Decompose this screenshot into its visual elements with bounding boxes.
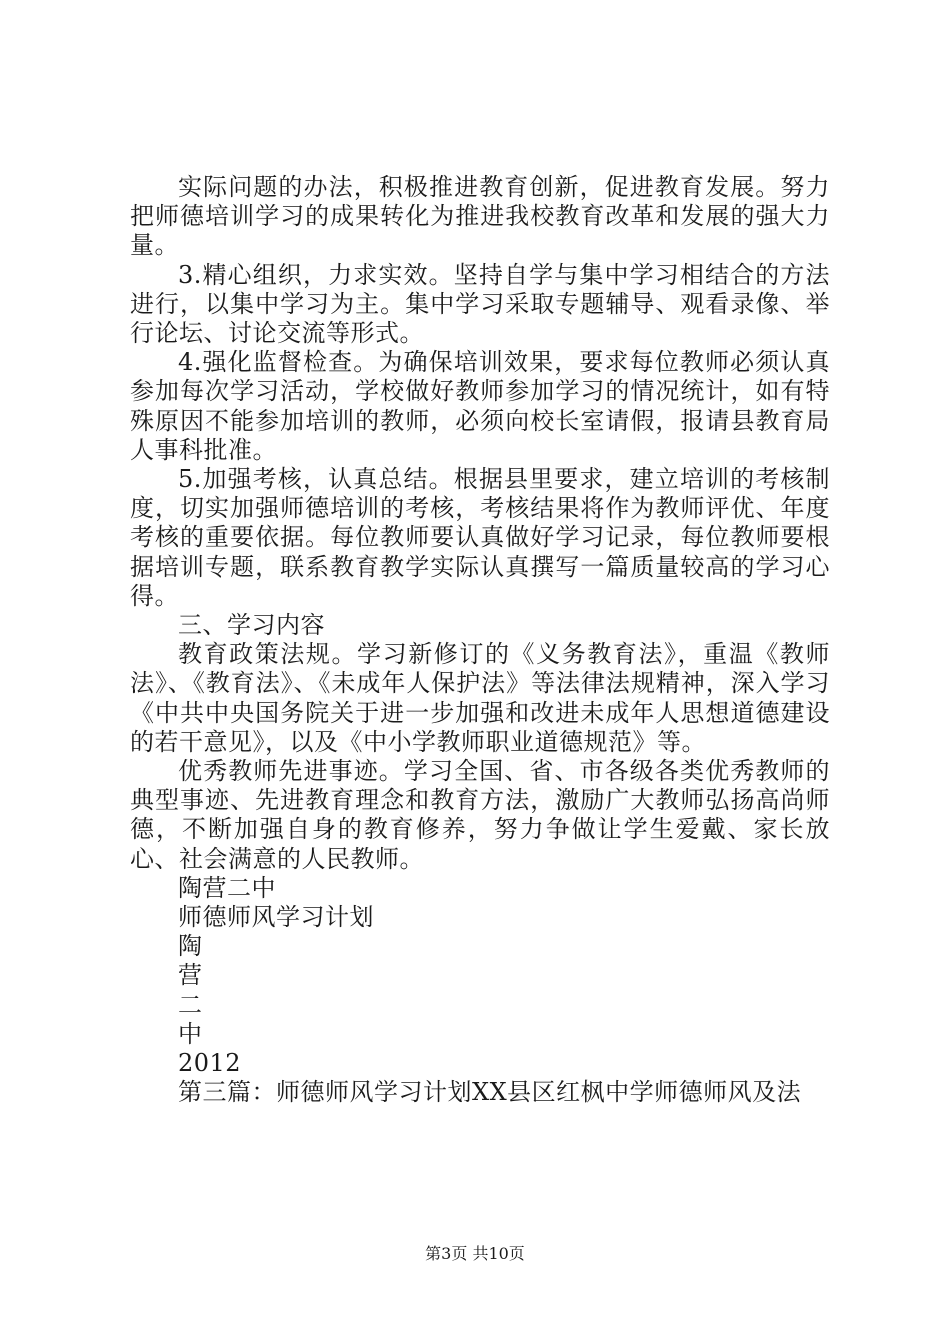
vertical-char-line: 营: [178, 961, 203, 990]
paragraph-continuation: 实际问题的办法，积极推进教育创新，促进教育发展。努力把师德培训学习的成果转化为推进我校教育改革和发展的强大力量。: [130, 173, 830, 260]
vertical-char-line: 陶: [178, 932, 203, 961]
document-body: [130, 173, 830, 1108]
vertical-char-line: 中: [178, 1019, 203, 1048]
paragraph-policy-regulations: 教育政策法规。学习新修订的《义务教育法》，重温《教师法》、《教育法》、《未成年人保护法》等法律法规精神，深入学习《中共中央国务院关于进一步加强和改进未成年人思想道德建设的若干意见》，以及《中小学教师职业道德规范》等。: [130, 640, 830, 756]
plan-title-line: 师德师风学习计划: [178, 903, 374, 932]
next-section-title-line: 第三篇：师德师风学习计划XX县区红枫中学师德师风及法: [178, 1078, 802, 1107]
year-line: 2012: [178, 1049, 242, 1078]
page-number-label: 第3页 共10页: [425, 1244, 525, 1263]
vertical-char-line: 二: [178, 990, 203, 1019]
paragraph-item-4: 4.强化监督检查。为确保培训效果，要求每位教师必须认真参加每次学习活动，学校做好教师参加学习的情况统计，如有特殊原因不能参加培训的教师，必须向校长室请假，报请县教育局人事科批准。: [130, 348, 830, 464]
paragraph-item-3: 3.精心组织，力求实效。坚持自学与集中学习相结合的方法进行，以集中学习为主。集中学习采取专题辅导、观看录像、举行论坛、讨论交流等形式。: [130, 260, 830, 348]
paragraph-excellent-teachers: 优秀教师先进事迹。学习全国、省、市各级各类优秀教师的典型事迹、先进教育理念和教育方法，激励广大教师弘扬高尚师德，不断加强自身的教育修养，努力争做让学生爱戴、家长放心、社会满意的人民教师。: [130, 757, 830, 873]
paragraph-item-5: 5.加强考核，认真总结。根据县里要求，建立培训的考核制度，切实加强师德培训的考核，考核结果将作为教师评优、年度考核的重要依据。每位教师要认真做好学习记录，每位教师要根据培训专题，联系教育教学实际认真撰写一篇质量较高的学习心得。: [130, 465, 830, 610]
page-footer: [0, 1244, 950, 1264]
section-heading-study-content: 三、学习内容: [178, 611, 325, 640]
school-name-line: 陶营二中: [178, 873, 276, 902]
